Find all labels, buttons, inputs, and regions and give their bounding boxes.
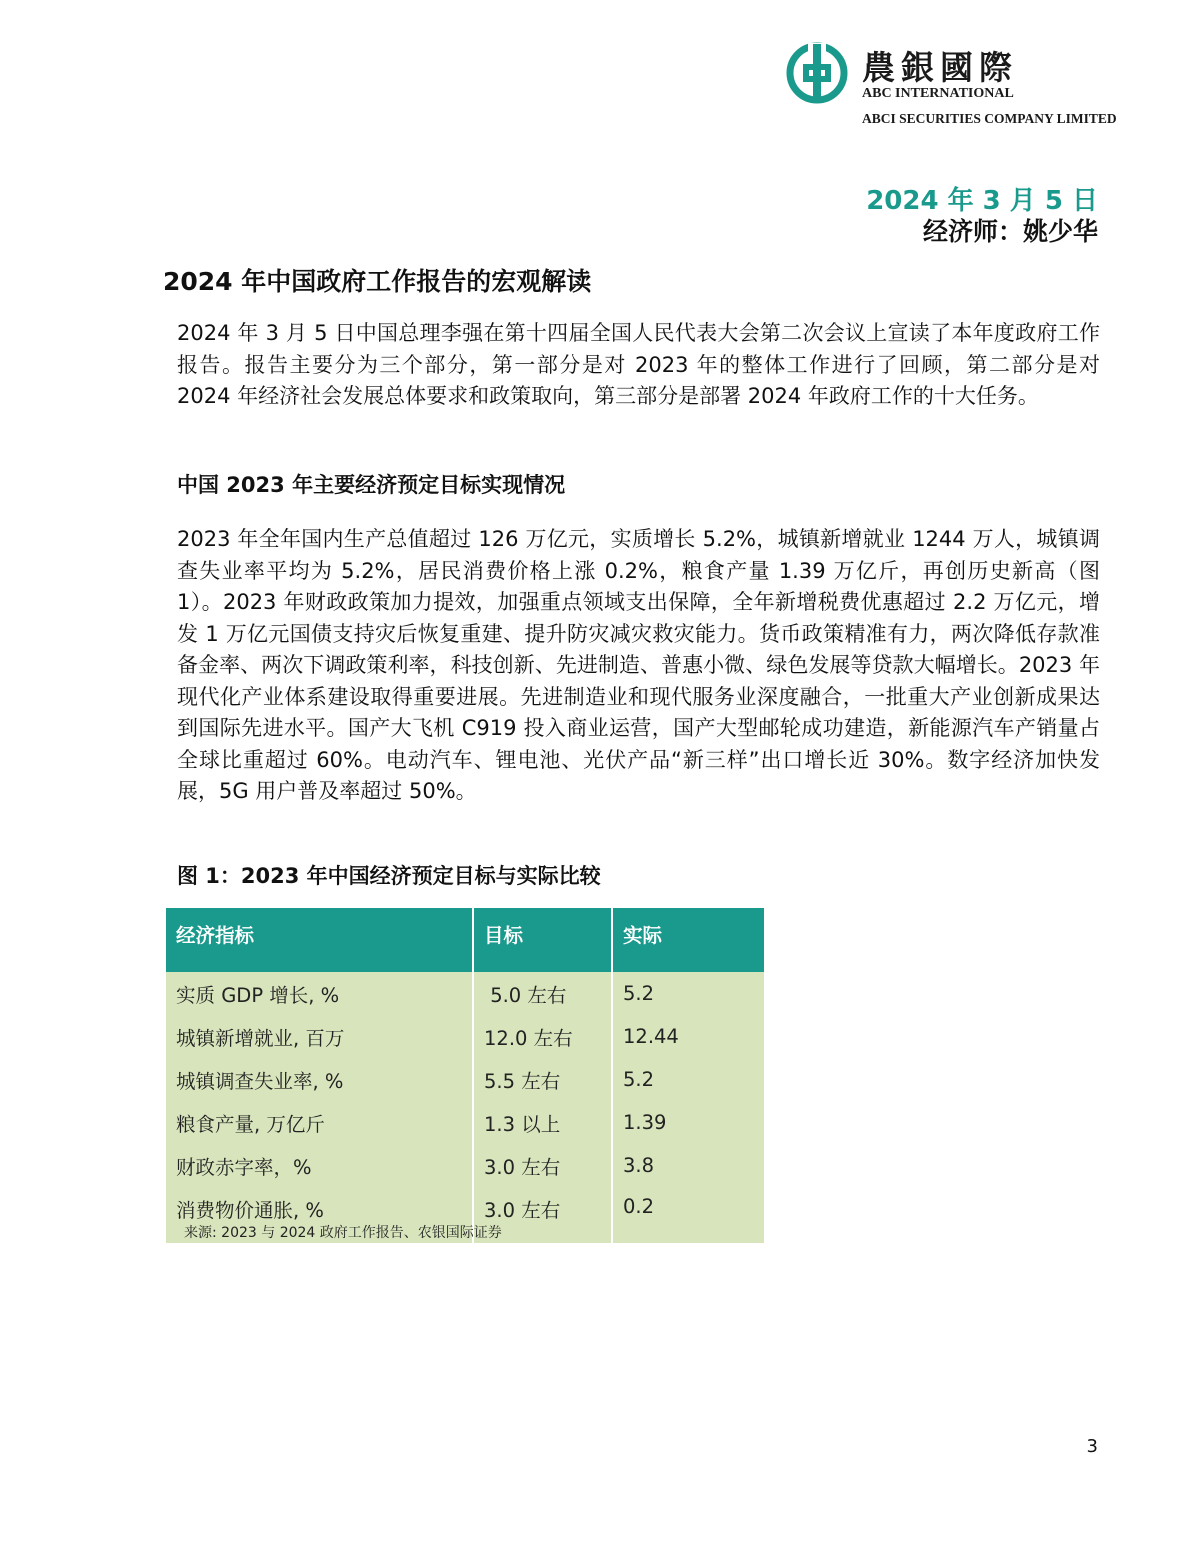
section-paragraph: 2023 年全年国内生产总值超过 126 万亿元，实质增长 5.2%，城镇新增就业 1244 万人，城镇调查失业率平均为 5.2%，居民消费价格上涨 0.2%，粮食产量 1.39 万亿斤，再创历史新高（图 1）。2023 年财政政策加力提效，加强重点领域支出保障，全年新增税费优惠超过 2.2 万亿元，增发 1 万亿元国债支持灾后恢复重建、提升防灾减灾救灾能力。货币政策精准有力，两次降低存款准备金率、两次下调政策利率，科技创新、先进制造、普惠小微、绿色发展等贷款大幅增长。2023 年现代化产业体系建设取得重要进展。先进制造业和现代服务业深度融合，一批重大产业创新成果达到国际先进水平。国产大飞机 C919 投入商业运营，国产大型邮轮成功建造，新能源汽车产销量占全球比重超过 60%。电动汽车、锂电池、光伏产品“新三样”出口增长近 30%。数字经济加快发展，5G 用户普及率超过 50%。 bbox=[177, 527, 1100, 803]
cell-target: 5.5 左右 bbox=[473, 1058, 612, 1101]
cell-indicator: 财政赤字率，% bbox=[166, 1144, 473, 1187]
cell-indicator: 城镇新增就业, 百万 bbox=[166, 1015, 473, 1058]
table-row bbox=[166, 1015, 764, 1058]
column-header-target: 目标 bbox=[473, 908, 612, 972]
report-title: 2024 年中国政府工作报告的宏观解读 bbox=[163, 267, 592, 296]
table-header-row bbox=[166, 908, 764, 972]
intro-paragraph: 2024 年 3 月 5 日中国总理李强在第十四届全国人民代表大会第二次会议上宣读了本年度政府工作报告。报告主要分为三个部分，第一部分是对 2023 年的整体工作进行了回顾，第二部分是对 2024 年经济社会发展总体要求和政策取向，第三部分是部署 2024 年政府工作的十大任务。 bbox=[177, 321, 1100, 408]
cell-indicator: 粮食产量, 万亿斤 bbox=[166, 1101, 473, 1144]
cell-indicator: 消费物价通胀, % bbox=[166, 1187, 473, 1243]
cell-actual: 0.2 bbox=[612, 1187, 764, 1243]
logo-english-name: ABC INTERNATIONAL bbox=[862, 86, 1014, 101]
column-header-indicator: 经济指标 bbox=[166, 908, 473, 972]
abc-logo-icon bbox=[786, 42, 848, 104]
cell-indicator: 城镇调查失业率, % bbox=[166, 1058, 473, 1101]
table-row bbox=[166, 1144, 764, 1187]
column-header-actual: 实际 bbox=[612, 908, 764, 972]
logo-company-name: ABCI SECURITIES COMPANY LIMITED bbox=[862, 111, 1117, 126]
cell-actual: 12.44 bbox=[612, 1015, 764, 1058]
cell-actual: 5.2 bbox=[612, 1058, 764, 1101]
page-number: 3 bbox=[1086, 1436, 1098, 1457]
target-vs-actual-table bbox=[166, 908, 764, 1243]
cell-actual: 3.8 bbox=[612, 1144, 764, 1187]
cell-actual: 5.2 bbox=[612, 972, 764, 1015]
economist-name: 经济师：姚少华 bbox=[922, 217, 1098, 246]
cell-target: 5.0 左右 bbox=[473, 972, 612, 1015]
company-logo bbox=[786, 40, 1146, 132]
table-row bbox=[166, 1101, 764, 1144]
cell-target: 3.0 左右 bbox=[473, 1144, 612, 1187]
cell-indicator: 实质 GDP 增长, % bbox=[166, 972, 473, 1015]
figure-title: 图 1：2023 年中国经济预定目标与实际比较 bbox=[177, 864, 601, 888]
section-heading: 中国 2023 年主要经济预定目标实现情况 bbox=[177, 473, 566, 497]
table-row bbox=[166, 972, 764, 1015]
source-note: 来源: 2023 与 2024 政府工作报告、农银国际证券 bbox=[184, 1225, 502, 1241]
cell-actual: 1.39 bbox=[612, 1101, 764, 1144]
logo-chinese-name: 農銀國際 bbox=[862, 48, 1018, 87]
cell-target: 3.0 左右 bbox=[473, 1187, 612, 1243]
cell-target: 12.0 左右 bbox=[473, 1015, 612, 1058]
report-date: 2024 年 3 月 5 日 bbox=[866, 186, 1098, 216]
table-row bbox=[166, 1058, 764, 1101]
cell-target: 1.3 以上 bbox=[473, 1101, 612, 1144]
